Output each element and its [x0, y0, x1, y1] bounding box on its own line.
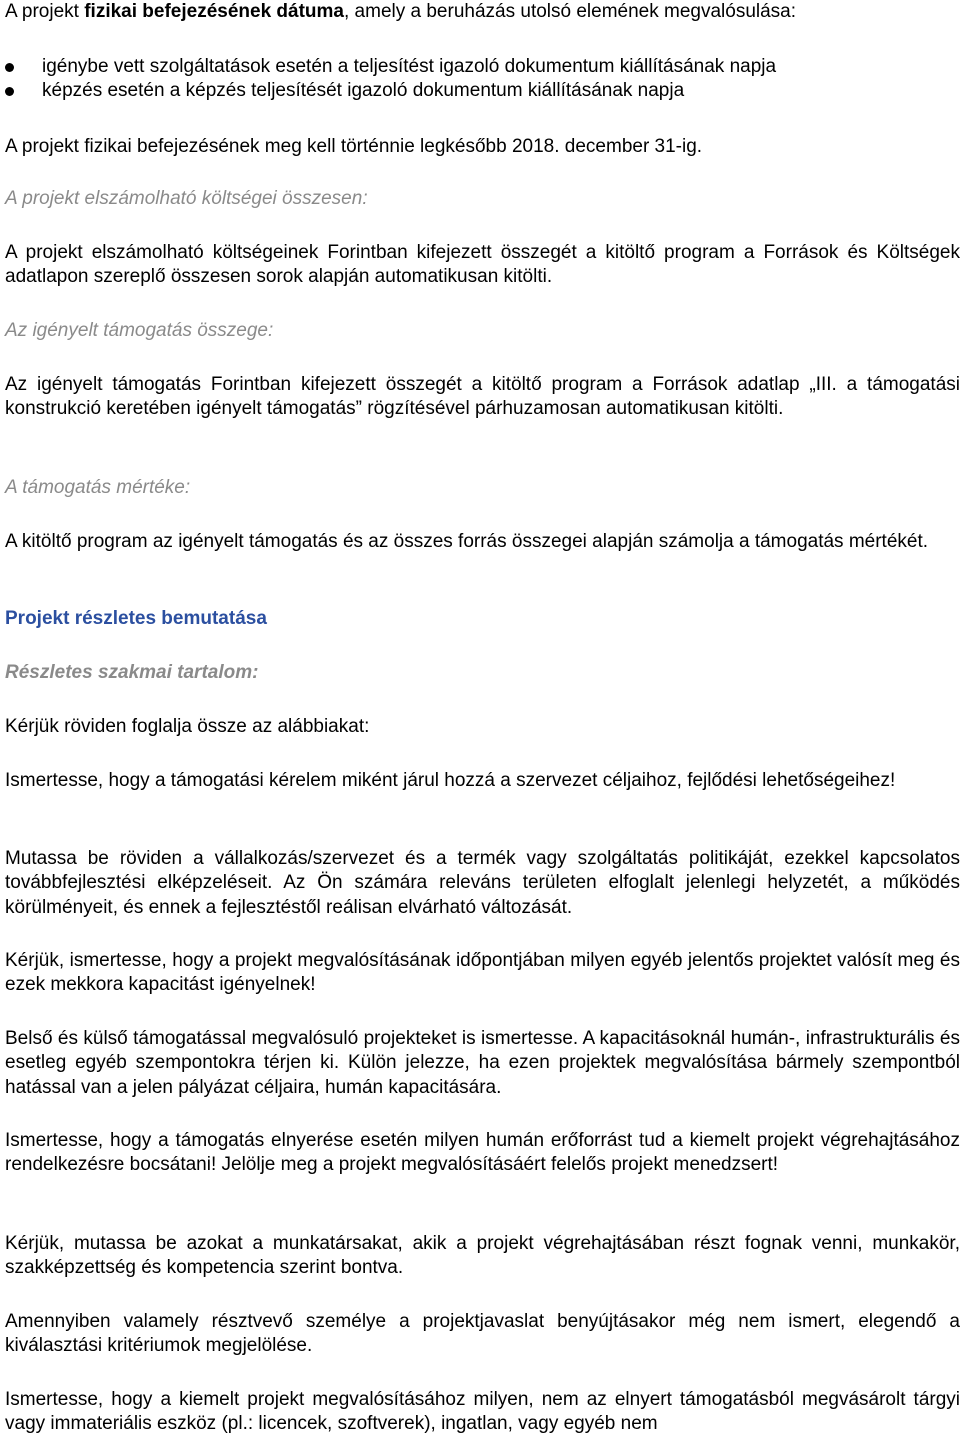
body-paragraph: Mutassa be röviden a vállalkozás/szervezet és a termék vagy szolgáltatás politikáját, ezekkel kapcsolatos továbbfejlesztési elképzeléseit. Az Ön számára releváns területen elfoglalt jelenlegi helyzetét, a működés körülményeit, és ennek a fejlesztéstől reálisan elvárható változását. [5, 848, 960, 918]
bullet-icon [5, 87, 14, 96]
list-item [5, 79, 960, 103]
bullet-icon [5, 63, 14, 72]
support-amount-heading: Az igényelt támogatás összege: [5, 320, 274, 341]
list-item [5, 55, 960, 79]
support-rate-text: A kitöltő program az igényelt támogatás és az összes forrás összegei alapján számolja a támogatás mértékét. [5, 531, 929, 552]
body-paragraph: Kérjük, ismertesse, hogy a projekt megvalósításának időpontjában milyen egyéb jelentős projektet valósít meg és ezek mekkora kapacitást igényelnek! [5, 950, 960, 996]
support-rate-heading: A támogatás mértéke: [5, 477, 191, 498]
support-amount-text: Az igényelt támogatás Forintban kifejezett összegét a kitöltő program a Források adatlap „III. a támogatási konstrukció keretében igényelt támogatás” rögzítésével párhuzamosan automatikusan kitölti. [5, 374, 960, 420]
project-details-heading: Projekt részletes bemutatása [5, 608, 267, 629]
list-item-text: képzés esetén a képzés teljesítését igazoló dokumentum kiállításának napja [42, 80, 685, 102]
costs-heading: A projekt elszámolható költségei összesen: [5, 188, 368, 209]
intro-paragraph [5, 0, 960, 24]
body-paragraph: Kérjük, mutassa be azokat a munkatársakat, akik a projekt végrehajtásában részt fognak venni, munkakör, szakképzettség és kompetencia szerint bontva. [5, 1233, 960, 1279]
professional-content-heading: Részletes szakmai tartalom: [5, 662, 259, 683]
intro-prefix: A projekt [5, 1, 85, 22]
costs-text: A projekt elszámolható költségeinek Forintban kifejezett összegét a kitöltő program a Források és Költségek adatlapon szereplő összesen sorok alapján automatikusan kitölti. [5, 242, 960, 288]
body-paragraph: Ismertesse, hogy a kiemelt projekt megvalósításához milyen, nem az elnyert támogatásból megvásárolt tárgyi vagy immateriális eszköz (pl.: licencek, szoftverek), ingatlan, vagy egyéb nem [5, 1389, 960, 1435]
body-paragraph: Belső és külső támogatással megvalósuló projekteket is ismertesse. A kapacitásoknál humán-, infrastrukturális és esetleg egyéb szempontokra térjen ki. Külön jelezze, ha ezen projektek megvalósítása bármely szempontból hatással van a jelen pályázat céljaira, humán kapacitására. [5, 1028, 960, 1098]
deadline-paragraph: A projekt fizikai befejezésének meg kell történnie legkésőbb 2018. december 31-ig. [5, 136, 703, 157]
intro-suffix: , amely a beruházás utolsó elemének megvalósulása: [344, 1, 797, 22]
body-paragraph: Ismertesse, hogy a támogatási kérelem miként járul hozzá a szervezet céljaihoz, fejlődési lehetőségeihez! [5, 770, 896, 791]
body-paragraph: Ismertesse, hogy a támogatás elnyerése esetén milyen humán erőforrást tud a kiemelt projekt végrehajtásához rendelkezésre bocsátani! Jelölje meg a projekt megvalósításáért felelős projekt menedzsert! [5, 1130, 960, 1176]
body-paragraph: Amennyiben valamely résztvevő személye a projektjavaslat benyújtásakor még nem ismert, elegendő a kiválasztási kritériumok megjelölése. [5, 1311, 960, 1357]
intro-bold-term: fizikai befejezésének dátuma [84, 1, 344, 22]
request-line: Kérjük röviden foglalja össze az alábbiakat: [5, 716, 370, 737]
bullet-list [5, 55, 960, 104]
list-item-text: igénybe vett szolgáltatások esetén a teljesítést igazoló dokumentum kiállításának napja [42, 56, 777, 77]
